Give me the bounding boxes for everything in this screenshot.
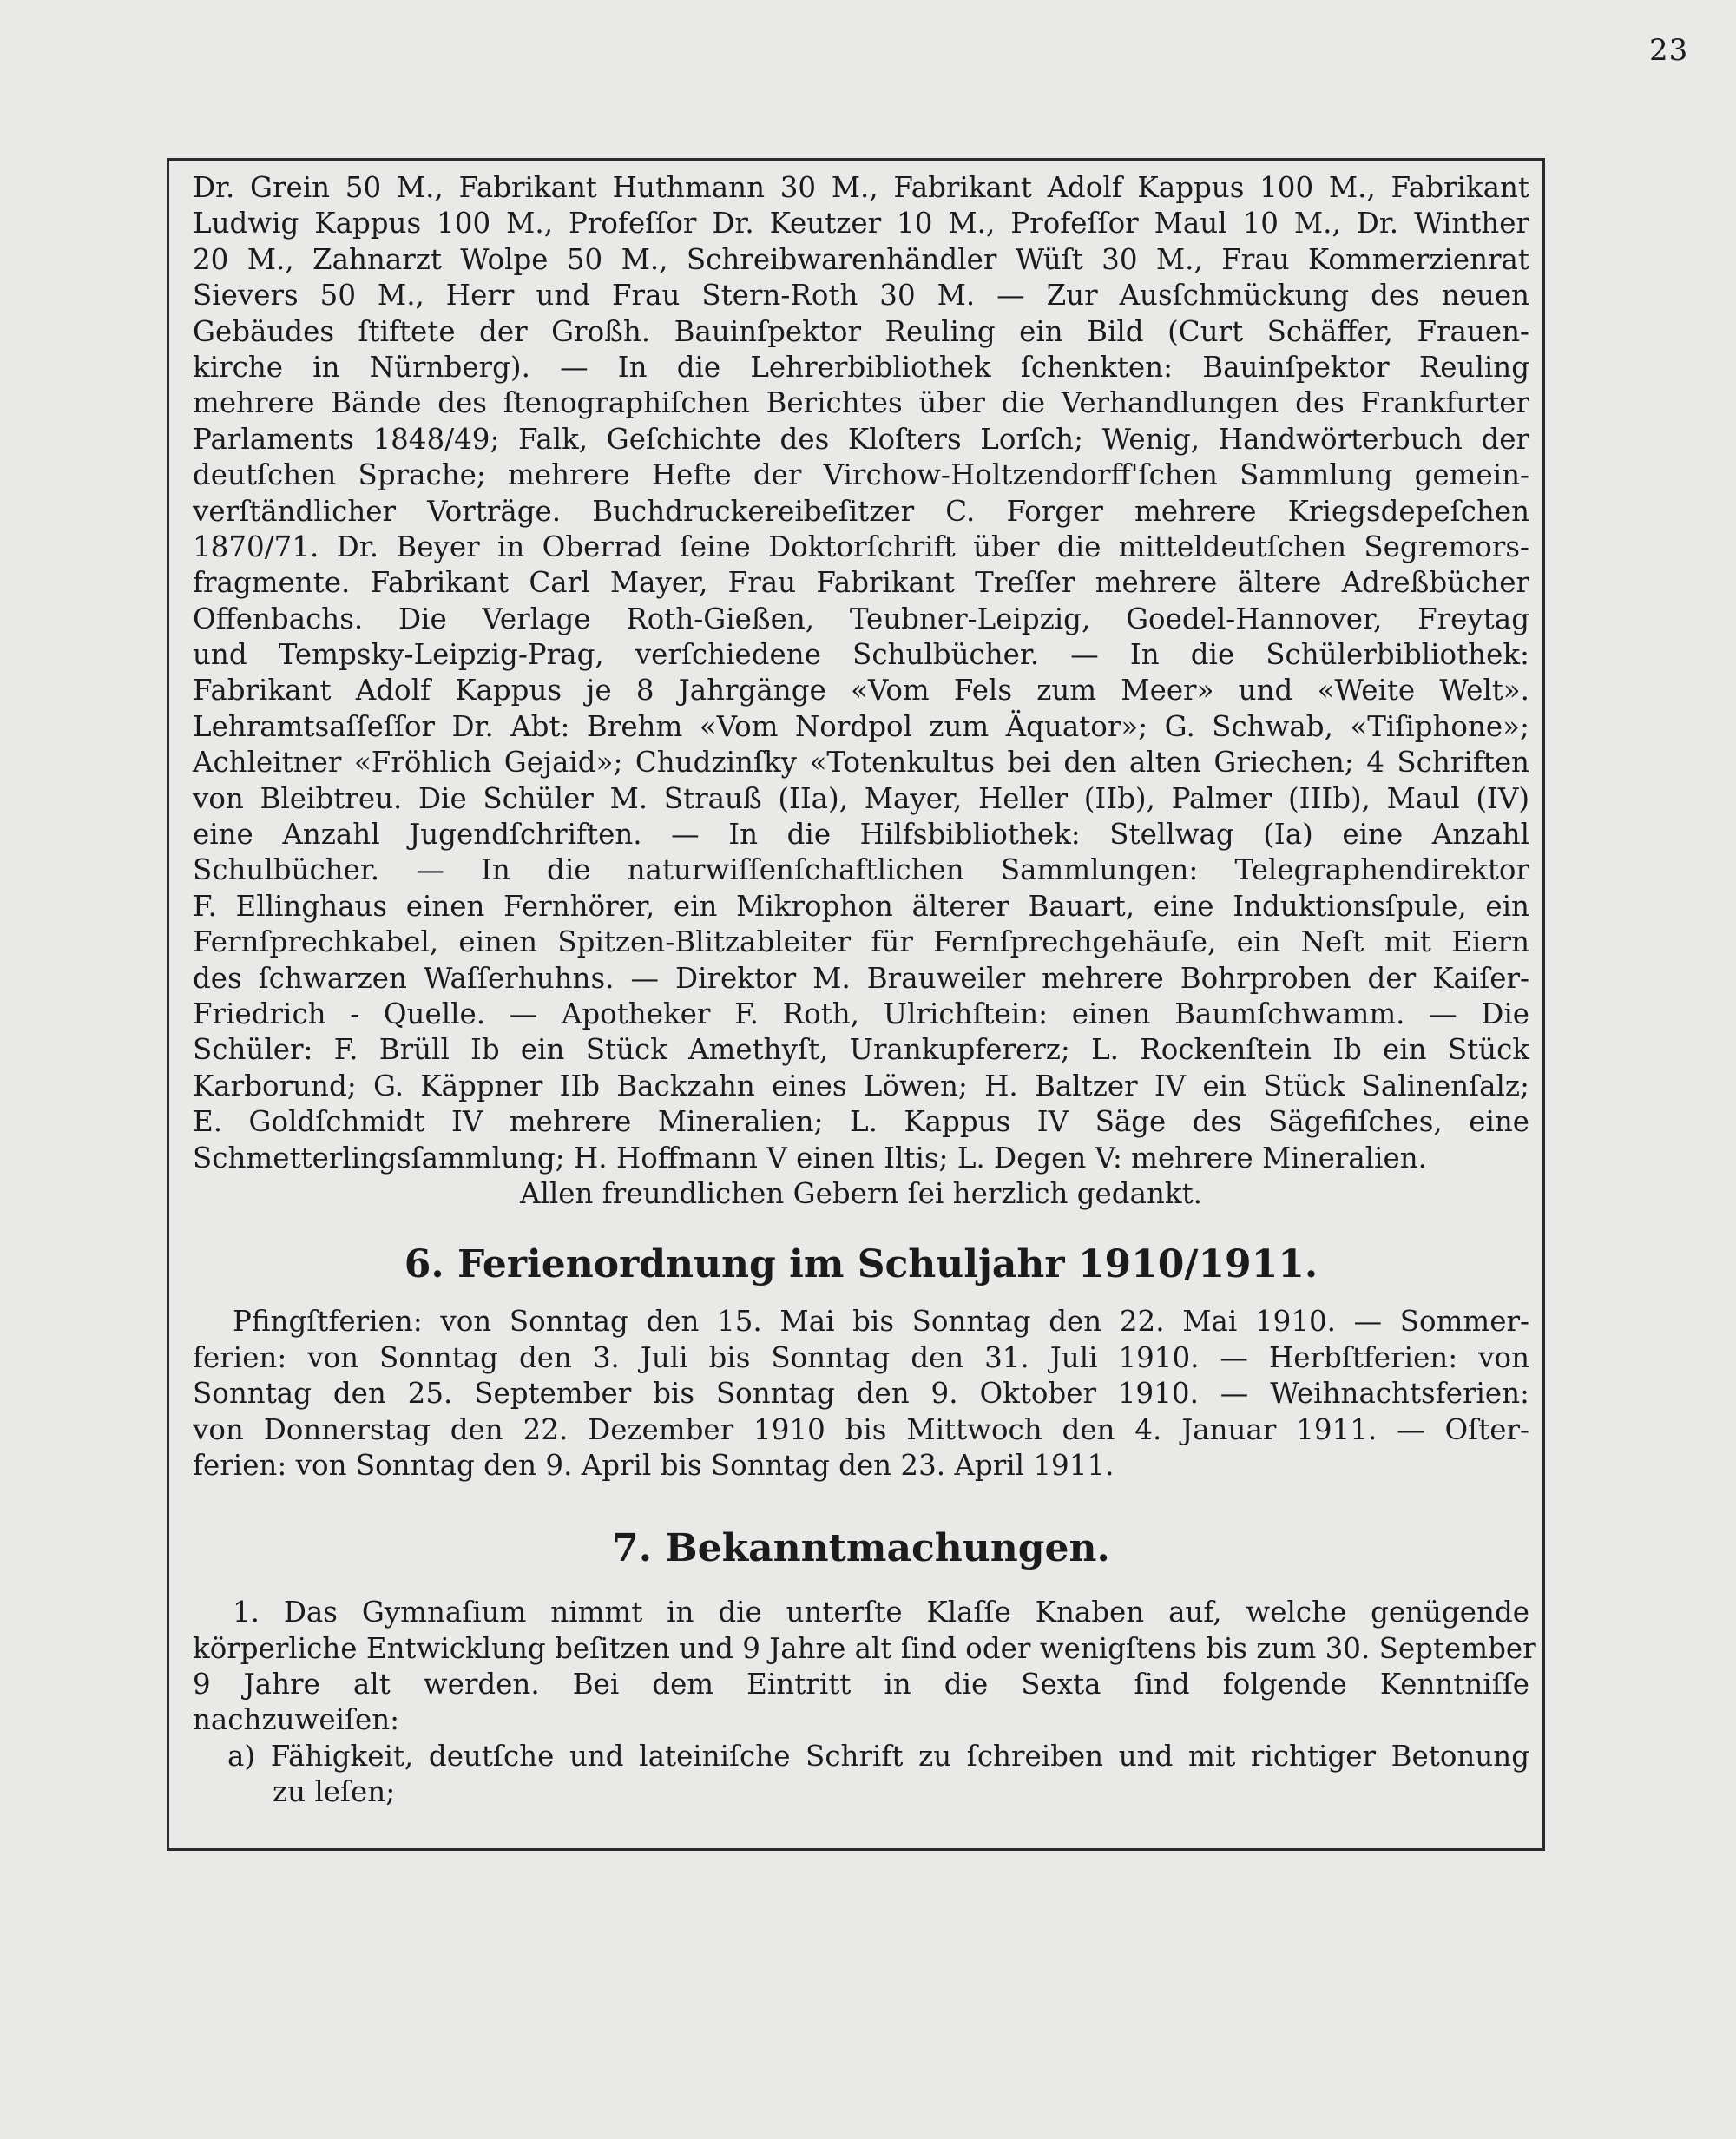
text-line: eine Anzahl Jugendſchriften. — In die Hilfsbibliothek: Stellwag (Ia) eine Anzahl	[193, 818, 1529, 852]
text-line: Sonntag den 25. September bis Sonntag den 9. Oktober 1910. — Weihnachtsferien:	[193, 1377, 1529, 1411]
text-line: Karborund; G. Käppner IIb Backzahn eines Löwen; H. Baltzer IV ein Stück Salinenſalz;	[193, 1069, 1529, 1102]
holiday-schedule-paragraph	[193, 1304, 1529, 1484]
text-line: Dr. Grein 50 M., Fabrikant Huthmann 30 M., Fabrikant Adolf Kappus 100 M., Fabrikant	[193, 171, 1529, 204]
text-line: 9 Jahre alt werden. Bei dem Eintritt in die Sexta ſind folgende Kenntniſſe	[193, 1668, 1529, 1701]
donations-paragraph	[193, 170, 1529, 1176]
page-number: 23	[1649, 33, 1689, 68]
text-line: Pfingſtferien: von Sonntag den 15. Mai bis Sonntag den 22. Mai 1910. — Sommer-	[233, 1305, 1529, 1339]
text-line: ferien: von Sonntag den 9. April bis Sonntag den 23. April 1911.	[193, 1448, 1115, 1482]
text-line: Schulbücher. — In die naturwiſſenſchaftlichen Sammlungen: Telegraphendirektor	[193, 853, 1529, 887]
text-line: und Tempsky-Leipzig-Prag, verſchiedene Schulbücher. — In die Schülerbibliothek:	[193, 638, 1529, 672]
thanks-line: Allen freundlichen Gebern ſei herzlich gedankt.	[520, 1176, 1202, 1210]
text-line: Parlaments 1848/49; Falk, Geſchichte des Kloſters Lorſch; Wenig, Handwörterbuch der	[193, 422, 1529, 456]
text-line: von Bleibtreu. Die Schüler M. Strauß (IIa), Mayer, Heller (IIb), Palmer (IIIb), Maul (IV)	[193, 781, 1529, 815]
text-line: Sievers 50 M., Herr und Frau Stern-Roth 30 M. — Zur Ausſchmückung des neuen	[193, 279, 1529, 313]
text-line: fragmente. Fabrikant Carl Mayer, Frau Fabrikant Treſſer mehrere ältere Adreßbücher	[193, 566, 1529, 600]
list-item-line: a) Fähigkeit, deutſche und lateiniſche Schrift zu ſchreiben und mit richtiger Betonung	[227, 1739, 1529, 1773]
text-line: Ludwig Kappus 100 M., Profeſſor Dr. Keutzer 10 M., Profeſſor Maul 10 M., Dr. Winther	[193, 207, 1529, 240]
page-content	[193, 170, 1536, 1811]
text-line: des ſchwarzen Waſſerhuhns. — Direktor M. Brauweiler mehrere Bohrproben der Kaiſer-	[193, 961, 1529, 995]
text-line: Achleitner «Fröhlich Gejaid»; Chudzinſky «Totenkultus bei den alten Griechen; 4 Schriften	[193, 746, 1529, 780]
text-line: E. Goldſchmidt IV mehrere Mineralien; L. Kappus IV Säge des Sägefiſches, eine	[193, 1105, 1529, 1139]
text-line: 1870/71. Dr. Beyer in Oberrad ſeine Doktorſchrift über die mitteldeutſchen Segremors-	[193, 530, 1529, 563]
section-7-heading: 7. Bekanntmachungen.	[612, 1526, 1110, 1571]
announcements-paragraph	[193, 1595, 1536, 1739]
text-line: körperliche Entwicklung beſitzen und 9 Jahre alt ſind oder wenigſtens bis zum 30. September	[193, 1631, 1536, 1665]
text-line: F. Ellinghaus einen Fernhörer, ein Mikrophon älterer Bauart, eine Induktionsſpule, ein	[193, 889, 1529, 923]
text-line: Lehramtsaſſeſſor Dr. Abt: Brehm «Vom Nordpol zum Äquator»; G. Schwab, «Tiſiphone»;	[193, 709, 1529, 743]
text-line: Friedrich - Quelle. — Apotheker F. Roth, Ulrichſtein: einen Baumſchwamm. — Die	[193, 997, 1529, 1030]
requirement-item-a	[193, 1739, 1529, 1811]
text-line: deutſchen Sprache; mehrere Hefte der Virchow-Holtzendorff'ſchen Sammlung gemein-	[193, 458, 1529, 492]
list-item-line: zu leſen;	[273, 1775, 396, 1809]
text-line: 1. Das Gymnaſium nimmt in die unterſte Klaſſe Knaben auf, welche genügende	[233, 1596, 1529, 1629]
section-6-heading: 6. Ferienordnung im Schuljahr 1910/1911.	[404, 1242, 1318, 1287]
text-line: mehrere Bände des ſtenographiſchen Berichtes über die Verhandlungen des Frankfurter	[193, 386, 1529, 420]
text-line: Schmetterlingsſammlung; H. Hoffmann V einen Iltis; L. Degen V: mehrere Mineralien.	[193, 1141, 1428, 1175]
text-line: 20 M., Zahnarzt Wolpe 50 M., Schreibwarenhändler Wüſt 30 M., Frau Kommerzienrat	[193, 242, 1529, 276]
text-line: ferien: von Sonntag den 3. Juli bis Sonntag den 31. Juli 1910. — Herbſtferien: von	[193, 1340, 1529, 1374]
text-line: Fabrikant Adolf Kappus je 8 Jahrgänge «Vom Fels zum Meer» und «Weite Welt».	[193, 674, 1529, 708]
text-line: verſtändlicher Vorträge. Buchdruckereibeſitzer C. Forger mehrere Kriegsdepeſchen	[193, 494, 1529, 528]
text-line: Gebäudes ſtiftete der Großh. Bauinſpektor Reuling ein Bild (Curt Schäffer, Frauen-	[193, 314, 1529, 348]
text-line: kirche in Nürnberg). — In die Lehrerbibliothek ſchenkten: Bauinſpektor Reuling	[193, 350, 1529, 384]
text-line: von Donnerstag den 22. Dezember 1910 bis Mittwoch den 4. Januar 1911. — Oſter-	[193, 1412, 1529, 1446]
text-line: Fernſprechkabel, einen Spitzen-Blitzableiter für Fernſprechgehäuſe, ein Neſt mit Eiern	[193, 925, 1529, 959]
text-line: nachzuweiſen:	[193, 1703, 400, 1737]
text-line: Schüler: F. Brüll Ib ein Stück Amethyſt, Urankupfererz; L. Rockenſtein Ib ein Stück	[193, 1033, 1529, 1067]
text-line: Offenbachs. Die Verlage Roth-Gießen, Teubner-Leipzig, Goedel-Hannover, Freytag	[193, 602, 1529, 635]
